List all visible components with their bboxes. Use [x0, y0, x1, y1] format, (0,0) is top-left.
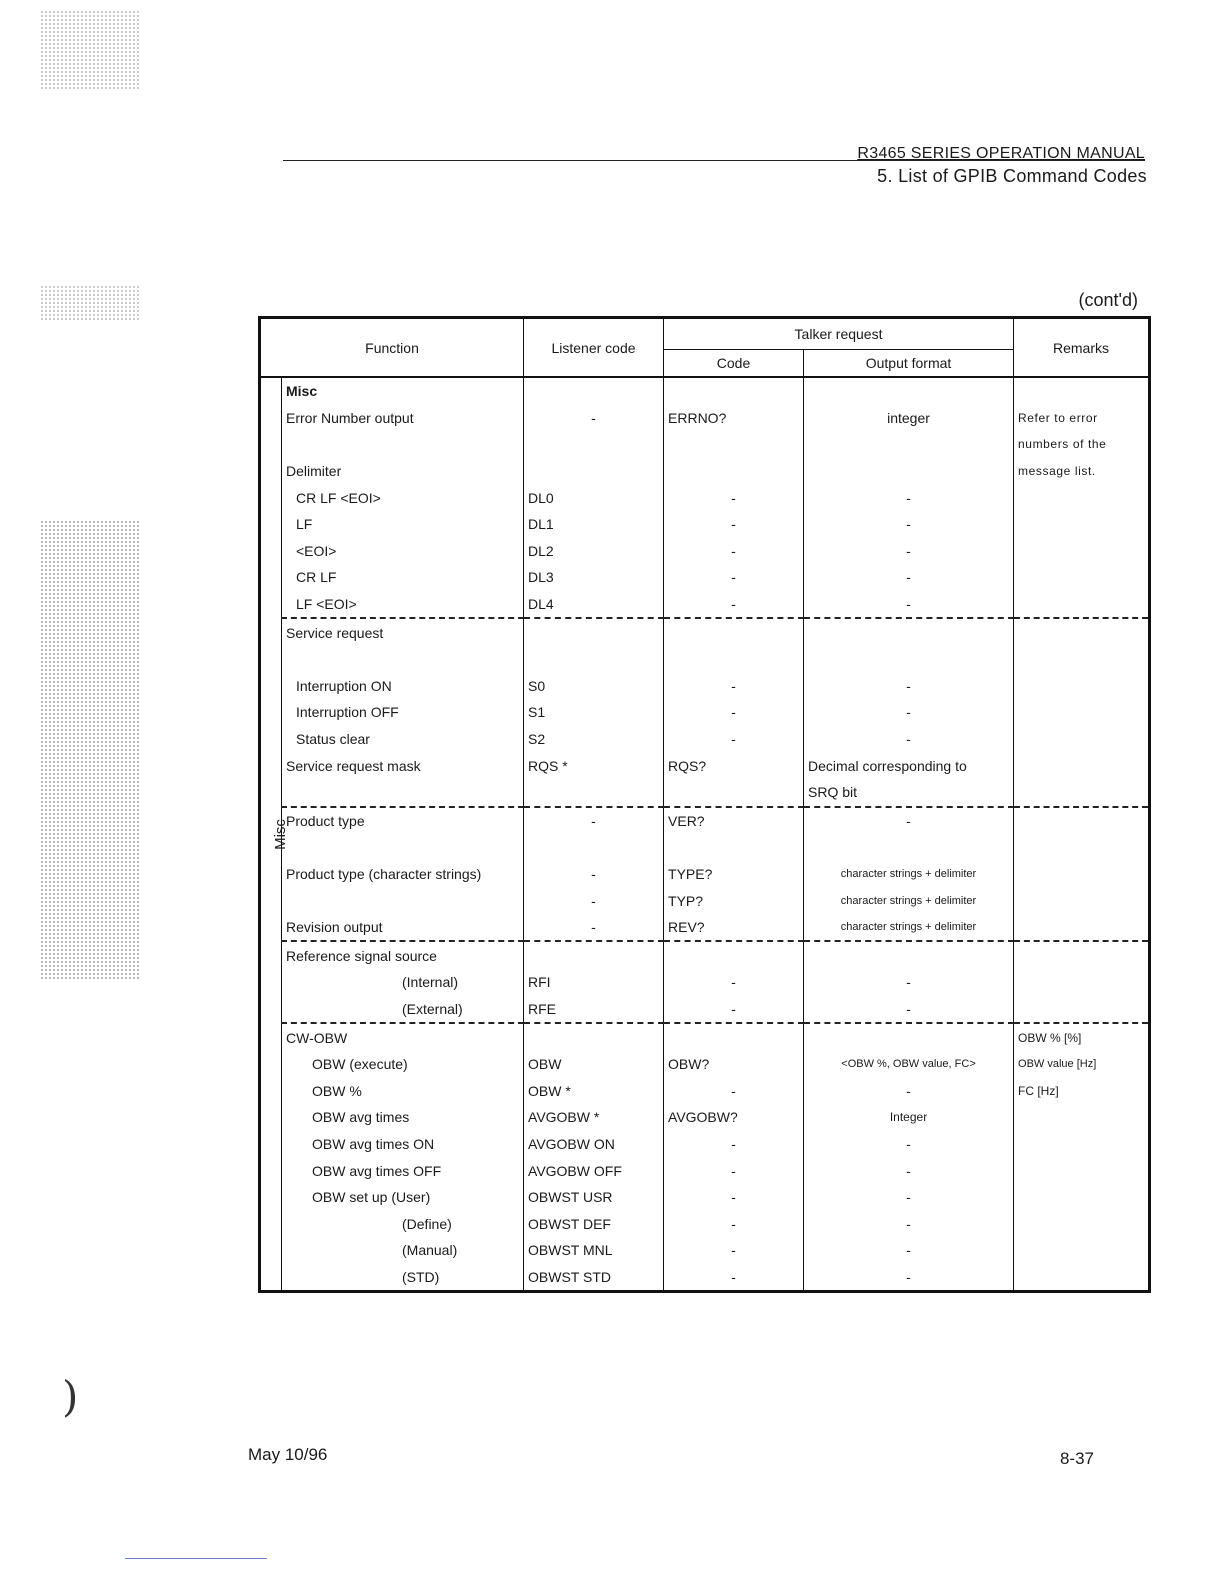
- output-cell: [804, 941, 1014, 969]
- listener-cell: [524, 431, 664, 458]
- col-function: Function: [260, 318, 524, 378]
- listener-cell: OBWST STD: [524, 1264, 664, 1292]
- table-row: [260, 1264, 1150, 1292]
- output-cell: character strings + delimiter: [804, 861, 1014, 888]
- remarks-cell: [1014, 1104, 1150, 1131]
- listener-cell: S2: [524, 726, 664, 753]
- table-row: [260, 726, 1150, 753]
- function-cell: [282, 834, 524, 861]
- output-cell: -: [804, 1210, 1014, 1237]
- code-cell: -: [664, 591, 804, 619]
- output-cell: [804, 431, 1014, 458]
- code-cell: RQS?: [664, 752, 804, 779]
- function-cell: CR LF <EOI>: [282, 484, 524, 511]
- function-cell: Service request: [282, 618, 524, 646]
- table-row: [260, 861, 1150, 888]
- listener-cell: OBW *: [524, 1077, 664, 1104]
- output-cell: -: [804, 591, 1014, 619]
- code-cell: ERRNO?: [664, 405, 804, 432]
- function-cell: Revision output: [282, 914, 524, 942]
- code-cell: -: [664, 511, 804, 538]
- code-cell: -: [664, 1264, 804, 1292]
- function-cell: Interruption ON: [282, 673, 524, 700]
- listener-cell: AVGOBW ON: [524, 1131, 664, 1158]
- output-cell: -: [804, 538, 1014, 565]
- function-cell: <EOI>: [282, 538, 524, 565]
- output-cell: -: [804, 1237, 1014, 1264]
- remarks-cell: [1014, 377, 1150, 405]
- function-cell: (Define): [282, 1210, 524, 1237]
- remarks-cell: [1014, 538, 1150, 565]
- output-cell: character strings + delimiter: [804, 887, 1014, 914]
- listener-cell: OBWST MNL: [524, 1237, 664, 1264]
- table-row: [260, 484, 1150, 511]
- remarks-cell: Refer to error: [1014, 405, 1150, 432]
- listener-cell: S0: [524, 673, 664, 700]
- listener-cell: -: [524, 405, 664, 432]
- gpib-command-table: [258, 316, 1151, 1293]
- listener-cell: RQS *: [524, 752, 664, 779]
- remarks-cell: [1014, 1184, 1150, 1211]
- code-cell: TYPE?: [664, 861, 804, 888]
- remarks-cell: [1014, 1237, 1150, 1264]
- function-cell: [282, 779, 524, 807]
- listener-cell: RFI: [524, 969, 664, 996]
- table-row: [260, 1131, 1150, 1158]
- listener-cell: OBWST DEF: [524, 1210, 664, 1237]
- manual-title: R3465 SERIES OPERATION MANUAL: [857, 145, 1145, 162]
- function-cell: Service request mask: [282, 752, 524, 779]
- remarks-cell: [1014, 591, 1150, 619]
- remarks-cell: [1014, 618, 1150, 646]
- listener-cell: RFE: [524, 996, 664, 1024]
- remarks-cell: [1014, 807, 1150, 835]
- table-row: [260, 834, 1150, 861]
- page-number: 8-37: [1059, 1449, 1094, 1468]
- function-cell: OBW avg times OFF: [282, 1157, 524, 1184]
- table-row: [260, 996, 1150, 1024]
- remarks-cell: [1014, 861, 1150, 888]
- listener-cell: AVGOBW OFF: [524, 1157, 664, 1184]
- listener-cell: [524, 834, 664, 861]
- code-cell: -: [664, 673, 804, 700]
- function-cell: OBW (execute): [282, 1051, 524, 1078]
- footer-date: May 10/96: [248, 1445, 328, 1464]
- function-cell: Delimiter: [282, 458, 524, 485]
- output-cell: character strings + delimiter: [804, 914, 1014, 942]
- table-row: [260, 618, 1150, 646]
- listener-cell: AVGOBW *: [524, 1104, 664, 1131]
- function-cell: Misc: [282, 377, 524, 405]
- remarks-cell: [1014, 1131, 1150, 1158]
- table-row: [260, 1184, 1150, 1211]
- remarks-cell: message list.: [1014, 458, 1150, 485]
- function-cell: [282, 646, 524, 673]
- section-title: 5. List of GPIB Command Codes: [877, 166, 1147, 186]
- function-cell: (Internal): [282, 969, 524, 996]
- remarks-cell: [1014, 1264, 1150, 1292]
- function-cell: Reference signal source: [282, 941, 524, 969]
- output-cell: -: [804, 807, 1014, 835]
- remarks-cell: [1014, 484, 1150, 511]
- remarks-cell: [1014, 941, 1150, 969]
- table-row: [260, 511, 1150, 538]
- table-row: [260, 405, 1150, 432]
- table-row: [260, 941, 1150, 969]
- output-cell: -: [804, 484, 1014, 511]
- code-cell: -: [664, 1077, 804, 1104]
- code-cell: [664, 1023, 804, 1051]
- table-row: [260, 564, 1150, 591]
- output-cell: -: [804, 1184, 1014, 1211]
- output-cell: -: [804, 1131, 1014, 1158]
- function-cell: Product type (character strings): [282, 861, 524, 888]
- remarks-cell: [1014, 1210, 1150, 1237]
- table-row: [260, 1023, 1150, 1051]
- continued-label: (cont'd): [1078, 290, 1138, 310]
- remarks-cell: [1014, 779, 1150, 807]
- code-cell: [664, 377, 804, 405]
- table-row: [260, 646, 1150, 673]
- function-cell: OBW avg times ON: [282, 1131, 524, 1158]
- output-cell: [804, 834, 1014, 861]
- function-cell: (STD): [282, 1264, 524, 1292]
- scan-noise-band: [40, 520, 140, 980]
- remarks-cell: [1014, 752, 1150, 779]
- code-cell: [664, 458, 804, 485]
- code-cell: -: [664, 699, 804, 726]
- remarks-cell: [1014, 887, 1150, 914]
- listener-cell: [524, 458, 664, 485]
- output-cell: -: [804, 673, 1014, 700]
- output-cell: -: [804, 1157, 1014, 1184]
- function-cell: OBW set up (User): [282, 1184, 524, 1211]
- output-cell: -: [804, 564, 1014, 591]
- remarks-cell: [1014, 969, 1150, 996]
- code-cell: -: [664, 996, 804, 1024]
- output-cell: -: [804, 726, 1014, 753]
- code-cell: -: [664, 1237, 804, 1264]
- code-cell: [664, 941, 804, 969]
- function-cell: Interruption OFF: [282, 699, 524, 726]
- code-cell: -: [664, 564, 804, 591]
- remarks-cell: [1014, 511, 1150, 538]
- table-row: [260, 779, 1150, 807]
- table-row: [260, 1237, 1150, 1264]
- table-row: [260, 1157, 1150, 1184]
- function-cell: OBW %: [282, 1077, 524, 1104]
- function-cell: Status clear: [282, 726, 524, 753]
- listener-cell: -: [524, 914, 664, 942]
- function-cell: Error Number output: [282, 405, 524, 432]
- code-cell: -: [664, 726, 804, 753]
- remarks-cell: [1014, 726, 1150, 753]
- listener-cell: -: [524, 807, 664, 835]
- function-cell: LF <EOI>: [282, 591, 524, 619]
- output-cell: [804, 377, 1014, 405]
- col-listener-code: Listener code: [524, 318, 664, 378]
- output-cell: -: [804, 1264, 1014, 1292]
- scan-noise-mid: [40, 285, 140, 320]
- output-cell: SRQ bit: [804, 779, 1014, 807]
- code-cell: AVGOBW?: [664, 1104, 804, 1131]
- col-talker-request: Talker request: [664, 318, 1014, 350]
- code-cell: [664, 618, 804, 646]
- code-cell: [664, 646, 804, 673]
- remarks-cell: FC [Hz]: [1014, 1077, 1150, 1104]
- remarks-cell: OBW value [Hz]: [1014, 1051, 1150, 1078]
- table-row: [260, 887, 1150, 914]
- output-cell: -: [804, 1077, 1014, 1104]
- output-cell: -: [804, 996, 1014, 1024]
- code-cell: [664, 431, 804, 458]
- code-cell: -: [664, 1131, 804, 1158]
- output-cell: [804, 1023, 1014, 1051]
- margin-bracket-mark: ): [62, 1372, 79, 1421]
- table-row: [260, 673, 1150, 700]
- function-cell: Product type: [282, 807, 524, 835]
- code-cell: -: [664, 1184, 804, 1211]
- listener-cell: [524, 1023, 664, 1051]
- col-remarks: Remarks: [1014, 318, 1150, 378]
- listener-cell: [524, 618, 664, 646]
- remarks-cell: [1014, 996, 1150, 1024]
- table-row: [260, 458, 1150, 485]
- listener-cell: S1: [524, 699, 664, 726]
- table-row: [260, 1051, 1150, 1078]
- listener-cell: [524, 646, 664, 673]
- function-cell: (External): [282, 996, 524, 1024]
- remarks-cell: [1014, 564, 1150, 591]
- function-cell: [282, 431, 524, 458]
- listener-cell: DL3: [524, 564, 664, 591]
- col-code: Code: [664, 350, 804, 378]
- code-cell: [664, 834, 804, 861]
- table-row: [260, 431, 1150, 458]
- code-cell: OBW?: [664, 1051, 804, 1078]
- listener-cell: [524, 377, 664, 405]
- listener-cell: DL0: [524, 484, 664, 511]
- output-cell: -: [804, 699, 1014, 726]
- output-cell: Integer: [804, 1104, 1014, 1131]
- table-row: [260, 969, 1150, 996]
- remarks-cell: OBW % [%]: [1014, 1023, 1150, 1051]
- bottom-rule: [125, 1558, 267, 1559]
- output-cell: -: [804, 511, 1014, 538]
- function-cell: CW-OBW: [282, 1023, 524, 1051]
- table-row: [260, 1104, 1150, 1131]
- group-label-cell: [260, 377, 289, 1292]
- code-cell: -: [664, 538, 804, 565]
- listener-cell: DL2: [524, 538, 664, 565]
- table-row: [260, 807, 1150, 835]
- listener-cell: OBW: [524, 1051, 664, 1078]
- function-cell: LF: [282, 511, 524, 538]
- output-cell: -: [804, 969, 1014, 996]
- remarks-cell: [1014, 1157, 1150, 1184]
- code-cell: -: [664, 1157, 804, 1184]
- output-cell: [804, 618, 1014, 646]
- table-row: [260, 1077, 1150, 1104]
- remarks-cell: [1014, 699, 1150, 726]
- code-cell: -: [664, 484, 804, 511]
- remarks-cell: [1014, 646, 1150, 673]
- listener-cell: [524, 779, 664, 807]
- function-cell: (Manual): [282, 1237, 524, 1264]
- group-label: Misc: [271, 818, 289, 850]
- output-cell: integer: [804, 405, 1014, 432]
- function-cell: [282, 887, 524, 914]
- table-row: [260, 1210, 1150, 1237]
- listener-cell: -: [524, 887, 664, 914]
- table-row: [260, 377, 1150, 405]
- code-cell: VER?: [664, 807, 804, 835]
- function-cell: CR LF: [282, 564, 524, 591]
- listener-cell: [524, 941, 664, 969]
- output-cell: [804, 458, 1014, 485]
- col-output-format: Output format: [804, 350, 1014, 378]
- table-row: [260, 538, 1150, 565]
- listener-cell: DL4: [524, 591, 664, 619]
- code-cell: -: [664, 1210, 804, 1237]
- function-cell: OBW avg times: [282, 1104, 524, 1131]
- output-cell: [804, 646, 1014, 673]
- remarks-cell: [1014, 834, 1150, 861]
- table-row: [260, 591, 1150, 619]
- table-row: [260, 699, 1150, 726]
- code-cell: [664, 779, 804, 807]
- code-cell: -: [664, 969, 804, 996]
- listener-cell: DL1: [524, 511, 664, 538]
- remarks-cell: [1014, 673, 1150, 700]
- table-row: [260, 752, 1150, 779]
- listener-cell: OBWST USR: [524, 1184, 664, 1211]
- listener-cell: -: [524, 861, 664, 888]
- scan-noise-top: [40, 10, 140, 90]
- code-cell: REV?: [664, 914, 804, 942]
- output-cell: Decimal corresponding to: [804, 752, 1014, 779]
- table-row: [260, 914, 1150, 942]
- code-cell: TYP?: [664, 887, 804, 914]
- remarks-cell: numbers of the: [1014, 431, 1150, 458]
- output-cell: <OBW %, OBW value, FC>: [804, 1051, 1014, 1078]
- remarks-cell: [1014, 914, 1150, 942]
